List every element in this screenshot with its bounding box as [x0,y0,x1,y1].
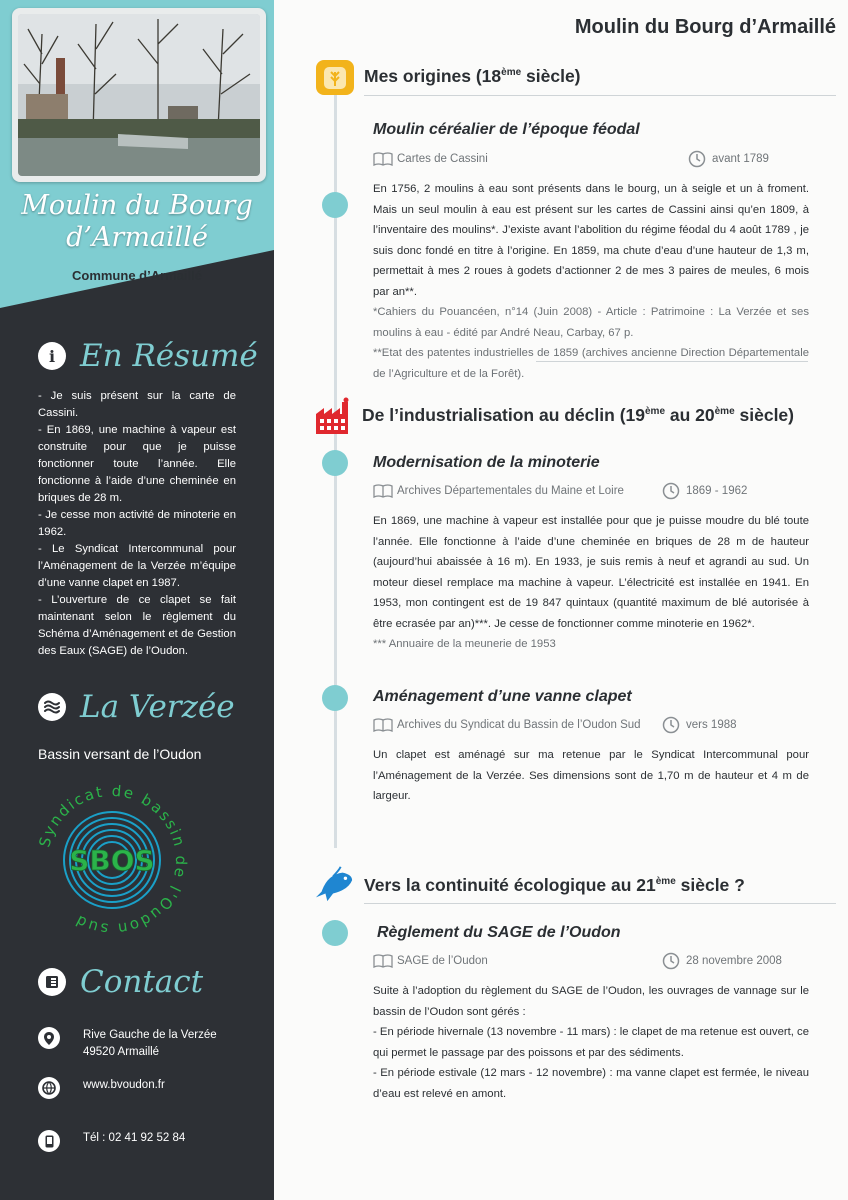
event-title: Aménagement d’une vanne clapet [373,688,632,705]
basin-text: Bassin versant de l’Oudon [38,746,202,762]
address-line1: Rive Gauche de la Verzée [83,1029,217,1041]
fish-icon [314,864,354,904]
summary-line: - Je suis présent sur la carte de Cassini. [38,390,236,419]
event-title: Règlement du SAGE de l’Oudon [377,924,621,941]
section-divider [536,361,808,362]
clock-icon [688,150,706,168]
contact-phone [38,1130,185,1152]
event-date: vers 1988 [662,716,737,734]
page-title: Moulin du Bourg d’Armaillé [574,16,836,38]
timeline-dot [322,192,348,218]
event-body: Suite à l’adoption du règlement du SAGE de l’Oudon, les ouvrages de vannage sur le bassin de l’Oudon sont gérés : - En période hivernale (13 novembre - 11 mars) : le clapet de ma retenue est ouvert, ce qui permet le passage par des poissons et par des sédiments. - En période estivale (12 mars - 12 novembre) : ma vanne clapet est fermée, le niveau d’eau est relevé en amont. [373,985,809,1100]
event-title: Moulin céréalier de l’époque féodal [373,121,640,138]
globe-icon [38,1077,60,1099]
summary-line: - Je cesse mon activité de minoterie en 1962. [38,509,236,538]
event-meta [373,152,773,166]
sbos-logo [32,780,192,940]
info-icon: i [38,342,66,370]
waves-icon [38,693,66,721]
website-link[interactable]: www.bvoudon.fr [83,1079,165,1091]
address-book-icon [38,968,66,996]
section-title: Mes origines (18ème siècle) [364,66,581,86]
timeline-dot [322,450,348,476]
contact-heading [38,964,203,1000]
summary-line: - Le Syndicat Intercommunal pour l’Aménagement de la Verzée m’équipe d’une vanne clapet en 1987. [38,543,236,589]
summary-text [38,388,236,660]
phone-text: Tél : 02 41 92 52 84 [83,1132,186,1144]
mill-photo [12,8,266,182]
event-date: 28 novembre 2008 [662,952,782,970]
open-book-icon [373,484,393,498]
open-book-icon [373,954,393,968]
section-title: Vers la continuité écologique au 21ème siècle ? [364,875,745,895]
phone-icon [38,1130,60,1152]
contact-address [38,1027,217,1061]
map-pin-icon [38,1027,60,1049]
section-title: De l’industrialisation au déclin (19ème au 20ème siècle) [362,405,794,425]
brand-subtitle: Commune d’Armaillé [71,268,203,283]
summary-heading [38,338,258,374]
clock-icon [662,716,680,734]
event-meta [373,484,793,498]
brand-title: Moulin du Bourg d’Armaillé [21,190,253,253]
mill-photo-image [18,14,260,176]
sidebar [0,0,274,1200]
section-divider [364,903,836,904]
event-date: avant 1789 [688,150,769,168]
event-source: Cartes de Cassini [397,153,488,165]
event-body: En 1869, une machine à vapeur est installée pour que je puisse moudre du blé toute l’année. Elle fonctionne à l’aide d’une cheminée en briques de 28 m de hauteur (aujourd’hui abaissée à 16 m). En 1933, je suis remis à neuf et agrandi au sud. Un moteur diesel remplace ma machine à vapeur. L’électricité est installée en 1941. En 1953, mon contingent est de 19 847 quintaux (quantité maximum de blé autorisée à être ecrasée par an)***. Je cesse de fonctionner comme minoterie en 1962*. *** Annuaire de la meunerie de 1953 [373,515,809,650]
address-line2: 49520 Armaillé [83,1046,160,1058]
event-meta [373,954,793,968]
event-source: SAGE de l’Oudon [397,955,488,967]
event-meta [373,718,793,732]
sbos-center-text: SBOS [69,844,155,877]
open-book-icon [373,718,393,732]
event-date: 1869 - 1962 [662,482,747,500]
contact-website[interactable] [38,1077,165,1099]
open-book-icon [373,152,393,166]
section-divider [364,95,836,96]
timeline-dot [322,920,348,946]
timeline-dot [322,685,348,711]
event-source: Archives Départementales du Maine et Loire [397,485,624,497]
river-heading-text: La Verzée [80,689,235,725]
summary-heading-text: En Résumé [80,338,258,374]
wheat-bag-icon [315,56,355,96]
summary-line: - En 1869, une machine à vapeur est construite pour que je puisse fonctionner toute l’année. Elle fonctionne à l’aide d’une cheminée en briques de 28 m. [38,424,236,504]
river-heading [38,689,235,725]
contact-heading-text: Contact [80,964,204,1000]
event-source: Archives du Syndicat du Bassin de l’Oudon Sud [397,719,641,731]
summary-line: - L’ouverture de ce clapet se fait maintenant selon le règlement du Schéma d’Aménagement et de Gestion des Eaux (SAGE) de l’Oudon. [38,594,236,657]
event-body: Un clapet est aménagé sur ma retenue par le Syndicat Intercommunal pour l’Aménagement de la Verzée. Ses dimensions sont de 1,70 m de hauteur et 4 m de largeur. [373,749,809,802]
sbos-ring-text: Syndicat de bassin de l'Oudon sud [35,781,191,939]
clock-icon [662,952,680,970]
factory-icon [313,396,353,436]
clock-icon [662,482,680,500]
event-title: Modernisation de la minoterie [373,454,600,471]
event-body: En 1756, 2 moulins à eau sont présents dans le bourg, un à seigle et un à froment. Mais un seul moulin à eau est présent sur les cartes de Cassini ainsi qu’en 1809, à l’inventaire des moulins*. J’existe avant l’abolition du régime féodal du 4 août 1789 , je suis donc fondé en titre à l’origine. En 1859, ma chute d’eau d’une hauteur de 1,3 m, permettait à mes 2 roues à godets d’actionner 2 de mes 3 paires de meules, 6 mois par an**. *Cahiers du Pouancéen, n°14 (Juin 2008) - Article : Patrimoine : La Verzée et ses moulins à eau - édité par André Neau, Carbay, 67 p. **Etat des patentes industrielles de 1859 (archives ancienne Direction Départementale de l’Agriculture et de la Forêt). [373,183,809,380]
